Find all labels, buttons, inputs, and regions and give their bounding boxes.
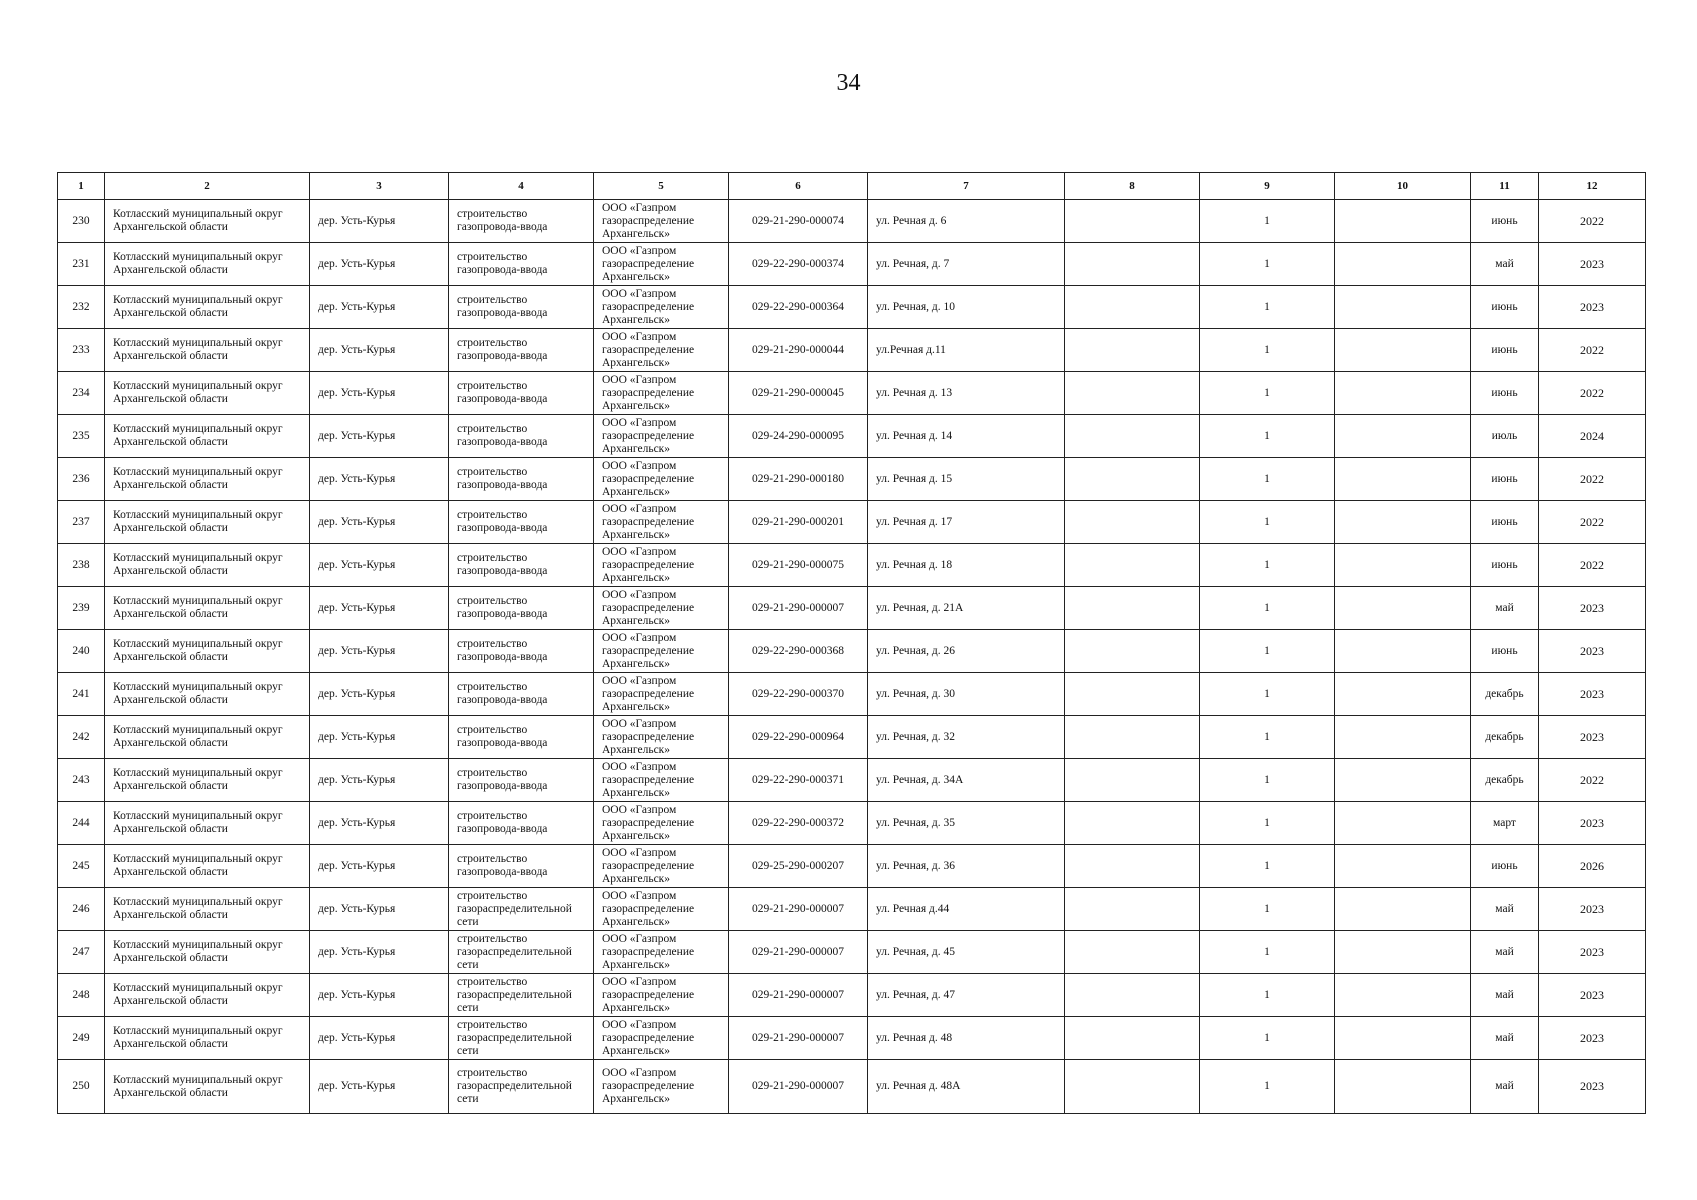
table-row	[58, 458, 1646, 501]
cell-row-number: 237	[58, 501, 105, 544]
table-row	[58, 286, 1646, 329]
cell-registration-number: 029-22-290-000964	[729, 716, 868, 759]
cell-settlement: дер. Усть-Курья	[310, 888, 449, 931]
cell-settlement: дер. Усть-Курья	[310, 329, 449, 372]
cell-organization: ООО «Газпром газораспределение Архангельск»	[594, 372, 729, 415]
cell-month: июль	[1471, 415, 1539, 458]
cell-quantity: 1	[1200, 243, 1335, 286]
cell-column-10	[1335, 888, 1471, 931]
table-row	[58, 974, 1646, 1017]
cell-settlement: дер. Усть-Курья	[310, 415, 449, 458]
cell-quantity: 1	[1200, 673, 1335, 716]
cell-organization: ООО «Газпром газораспределение Архангельск»	[594, 544, 729, 587]
cell-column-8	[1065, 716, 1200, 759]
cell-address: ул. Речная, д. 35	[868, 802, 1065, 845]
cell-column-10	[1335, 1017, 1471, 1060]
cell-quantity: 1	[1200, 845, 1335, 888]
cell-month: май	[1471, 974, 1539, 1017]
table-row	[58, 587, 1646, 630]
cell-municipality: Котласский муниципальный округ Архангельской области	[105, 415, 310, 458]
cell-address: ул. Речная, д. 45	[868, 931, 1065, 974]
cell-registration-number: 029-24-290-000095	[729, 415, 868, 458]
cell-quantity: 1	[1200, 544, 1335, 587]
cell-address: ул. Речная, д. 32	[868, 716, 1065, 759]
cell-organization: ООО «Газпром газораспределение Архангельск»	[594, 673, 729, 716]
cell-year: 2022	[1539, 458, 1646, 501]
cell-municipality: Котласский муниципальный округ Архангельской области	[105, 200, 310, 243]
table-row	[58, 802, 1646, 845]
cell-quantity: 1	[1200, 286, 1335, 329]
cell-row-number: 248	[58, 974, 105, 1017]
header-row	[58, 173, 1646, 200]
cell-settlement: дер. Усть-Курья	[310, 630, 449, 673]
cell-column-8	[1065, 200, 1200, 243]
cell-registration-number: 029-21-290-000007	[729, 931, 868, 974]
cell-year: 2022	[1539, 372, 1646, 415]
cell-column-8	[1065, 630, 1200, 673]
table-row	[58, 415, 1646, 458]
cell-registration-number: 029-22-290-000372	[729, 802, 868, 845]
column-header-9: 9	[1200, 173, 1335, 200]
cell-quantity: 1	[1200, 802, 1335, 845]
cell-quantity: 1	[1200, 501, 1335, 544]
table-row	[58, 673, 1646, 716]
cell-organization: ООО «Газпром газораспределение Архангельск»	[594, 888, 729, 931]
cell-column-10	[1335, 759, 1471, 802]
cell-registration-number: 029-21-290-000045	[729, 372, 868, 415]
cell-year: 2023	[1539, 974, 1646, 1017]
cell-work-type: строительство газопровода-ввода	[449, 802, 594, 845]
cell-municipality: Котласский муниципальный округ Архангельской области	[105, 544, 310, 587]
cell-column-10	[1335, 974, 1471, 1017]
cell-year: 2022	[1539, 759, 1646, 802]
cell-year: 2022	[1539, 200, 1646, 243]
table-body	[58, 200, 1646, 1114]
cell-row-number: 240	[58, 630, 105, 673]
cell-row-number: 230	[58, 200, 105, 243]
cell-address: ул. Речная, д. 26	[868, 630, 1065, 673]
cell-month: июнь	[1471, 372, 1539, 415]
column-header-11: 11	[1471, 173, 1539, 200]
cell-quantity: 1	[1200, 458, 1335, 501]
cell-quantity: 1	[1200, 200, 1335, 243]
table-row	[58, 501, 1646, 544]
cell-month: май	[1471, 243, 1539, 286]
cell-year: 2023	[1539, 1060, 1646, 1114]
cell-column-8	[1065, 974, 1200, 1017]
cell-work-type: строительство газопровода-ввода	[449, 845, 594, 888]
cell-year: 2023	[1539, 802, 1646, 845]
cell-year: 2023	[1539, 716, 1646, 759]
column-header-6: 6	[729, 173, 868, 200]
cell-month: июнь	[1471, 501, 1539, 544]
cell-row-number: 239	[58, 587, 105, 630]
cell-column-8	[1065, 501, 1200, 544]
table-row	[58, 1060, 1646, 1114]
cell-work-type: строительство газопровода-ввода	[449, 544, 594, 587]
cell-month: март	[1471, 802, 1539, 845]
cell-quantity: 1	[1200, 974, 1335, 1017]
column-header-5: 5	[594, 173, 729, 200]
cell-registration-number: 029-22-290-000371	[729, 759, 868, 802]
cell-settlement: дер. Усть-Курья	[310, 200, 449, 243]
cell-month: июнь	[1471, 544, 1539, 587]
cell-year: 2026	[1539, 845, 1646, 888]
cell-quantity: 1	[1200, 888, 1335, 931]
cell-address: ул. Речная д. 48	[868, 1017, 1065, 1060]
cell-month: май	[1471, 587, 1539, 630]
cell-work-type: строительство газопровода-ввода	[449, 759, 594, 802]
cell-municipality: Котласский муниципальный округ Архангельской области	[105, 802, 310, 845]
cell-address: ул. Речная д. 6	[868, 200, 1065, 243]
cell-municipality: Котласский муниципальный округ Архангельской области	[105, 845, 310, 888]
cell-organization: ООО «Газпром газораспределение Архангельск»	[594, 501, 729, 544]
cell-organization: ООО «Газпром газораспределение Архангельск»	[594, 200, 729, 243]
cell-year: 2023	[1539, 888, 1646, 931]
cell-work-type: строительство газораспределительной сети	[449, 1060, 594, 1114]
cell-column-10	[1335, 458, 1471, 501]
cell-address: ул. Речная д. 14	[868, 415, 1065, 458]
cell-column-10	[1335, 845, 1471, 888]
cell-column-10	[1335, 931, 1471, 974]
cell-quantity: 1	[1200, 587, 1335, 630]
cell-organization: ООО «Газпром газораспределение Архангельск»	[594, 1060, 729, 1114]
cell-quantity: 1	[1200, 329, 1335, 372]
cell-registration-number: 029-21-290-000074	[729, 200, 868, 243]
table-row	[58, 888, 1646, 931]
cell-municipality: Котласский муниципальный округ Архангельской области	[105, 1060, 310, 1114]
cell-row-number: 231	[58, 243, 105, 286]
cell-row-number: 238	[58, 544, 105, 587]
cell-settlement: дер. Усть-Курья	[310, 1060, 449, 1114]
cell-work-type: строительство газораспределительной сети	[449, 974, 594, 1017]
cell-work-type: строительство газопровода-ввода	[449, 673, 594, 716]
cell-month: декабрь	[1471, 673, 1539, 716]
cell-organization: ООО «Газпром газораспределение Архангельск»	[594, 587, 729, 630]
table-row	[58, 630, 1646, 673]
register-table	[57, 172, 1646, 1114]
cell-work-type: строительство газораспределительной сети	[449, 1017, 594, 1060]
cell-column-10	[1335, 501, 1471, 544]
cell-year: 2023	[1539, 630, 1646, 673]
table-row	[58, 329, 1646, 372]
cell-registration-number: 029-21-290-000075	[729, 544, 868, 587]
cell-month: июнь	[1471, 286, 1539, 329]
cell-municipality: Котласский муниципальный округ Архангельской области	[105, 458, 310, 501]
cell-row-number: 243	[58, 759, 105, 802]
cell-row-number: 247	[58, 931, 105, 974]
cell-month: май	[1471, 1017, 1539, 1060]
cell-year: 2022	[1539, 544, 1646, 587]
cell-registration-number: 029-21-290-000044	[729, 329, 868, 372]
cell-settlement: дер. Усть-Курья	[310, 286, 449, 329]
cell-column-10	[1335, 286, 1471, 329]
cell-address: ул. Речная д. 48А	[868, 1060, 1065, 1114]
cell-column-8	[1065, 673, 1200, 716]
table-row	[58, 759, 1646, 802]
cell-row-number: 241	[58, 673, 105, 716]
column-header-12: 12	[1539, 173, 1646, 200]
cell-municipality: Котласский муниципальный округ Архангельской области	[105, 286, 310, 329]
table-row	[58, 544, 1646, 587]
column-header-4: 4	[449, 173, 594, 200]
cell-settlement: дер. Усть-Курья	[310, 802, 449, 845]
column-header-3: 3	[310, 173, 449, 200]
table-row	[58, 200, 1646, 243]
cell-column-10	[1335, 544, 1471, 587]
cell-year: 2024	[1539, 415, 1646, 458]
cell-work-type: строительство газопровода-ввода	[449, 329, 594, 372]
cell-organization: ООО «Газпром газораспределение Архангельск»	[594, 415, 729, 458]
cell-registration-number: 029-22-290-000364	[729, 286, 868, 329]
cell-municipality: Котласский муниципальный округ Архангельской области	[105, 501, 310, 544]
cell-quantity: 1	[1200, 630, 1335, 673]
column-header-10: 10	[1335, 173, 1471, 200]
cell-column-8	[1065, 329, 1200, 372]
cell-address: ул. Речная, д. 47	[868, 974, 1065, 1017]
table-row	[58, 931, 1646, 974]
cell-municipality: Котласский муниципальный округ Архангельской области	[105, 243, 310, 286]
cell-work-type: строительство газораспределительной сети	[449, 888, 594, 931]
cell-organization: ООО «Газпром газораспределение Архангельск»	[594, 974, 729, 1017]
cell-year: 2023	[1539, 931, 1646, 974]
cell-settlement: дер. Усть-Курья	[310, 458, 449, 501]
cell-column-10	[1335, 673, 1471, 716]
cell-organization: ООО «Газпром газораспределение Архангельск»	[594, 759, 729, 802]
cell-column-8	[1065, 243, 1200, 286]
cell-column-8	[1065, 931, 1200, 974]
cell-work-type: строительство газопровода-ввода	[449, 458, 594, 501]
cell-row-number: 246	[58, 888, 105, 931]
cell-organization: ООО «Газпром газораспределение Архангельск»	[594, 458, 729, 501]
column-header-1: 1	[58, 173, 105, 200]
cell-column-10	[1335, 630, 1471, 673]
cell-work-type: строительство газопровода-ввода	[449, 415, 594, 458]
cell-work-type: строительство газопровода-ввода	[449, 630, 594, 673]
cell-municipality: Котласский муниципальный округ Архангельской области	[105, 329, 310, 372]
cell-row-number: 242	[58, 716, 105, 759]
cell-work-type: строительство газопровода-ввода	[449, 501, 594, 544]
cell-registration-number: 029-22-290-000368	[729, 630, 868, 673]
cell-row-number: 244	[58, 802, 105, 845]
cell-row-number: 249	[58, 1017, 105, 1060]
cell-address: ул. Речная д. 17	[868, 501, 1065, 544]
table-row	[58, 716, 1646, 759]
cell-settlement: дер. Усть-Курья	[310, 845, 449, 888]
cell-year: 2023	[1539, 286, 1646, 329]
cell-address: ул. Речная, д. 7	[868, 243, 1065, 286]
cell-work-type: строительство газопровода-ввода	[449, 716, 594, 759]
cell-municipality: Котласский муниципальный округ Архангельской области	[105, 974, 310, 1017]
cell-month: декабрь	[1471, 759, 1539, 802]
cell-column-10	[1335, 243, 1471, 286]
cell-work-type: строительство газопровода-ввода	[449, 243, 594, 286]
cell-registration-number: 029-25-290-000207	[729, 845, 868, 888]
cell-organization: ООО «Газпром газораспределение Архангельск»	[594, 802, 729, 845]
cell-organization: ООО «Газпром газораспределение Архангельск»	[594, 931, 729, 974]
cell-address: ул. Речная д.44	[868, 888, 1065, 931]
cell-organization: ООО «Газпром газораспределение Архангельск»	[594, 1017, 729, 1060]
cell-settlement: дер. Усть-Курья	[310, 243, 449, 286]
cell-address: ул. Речная, д. 21А	[868, 587, 1065, 630]
cell-month: июнь	[1471, 329, 1539, 372]
cell-address: ул. Речная д. 15	[868, 458, 1065, 501]
table-row	[58, 243, 1646, 286]
cell-address: ул. Речная, д. 30	[868, 673, 1065, 716]
cell-year: 2022	[1539, 329, 1646, 372]
cell-work-type: строительство газопровода-ввода	[449, 372, 594, 415]
cell-municipality: Котласский муниципальный округ Архангельской области	[105, 888, 310, 931]
cell-column-8	[1065, 372, 1200, 415]
cell-column-8	[1065, 587, 1200, 630]
cell-settlement: дер. Усть-Курья	[310, 501, 449, 544]
cell-column-10	[1335, 329, 1471, 372]
column-header-2: 2	[105, 173, 310, 200]
cell-row-number: 232	[58, 286, 105, 329]
cell-month: июнь	[1471, 845, 1539, 888]
cell-row-number: 235	[58, 415, 105, 458]
cell-quantity: 1	[1200, 1060, 1335, 1114]
cell-organization: ООО «Газпром газораспределение Архангельск»	[594, 630, 729, 673]
cell-municipality: Котласский муниципальный округ Архангельской области	[105, 759, 310, 802]
cell-registration-number: 029-21-290-000180	[729, 458, 868, 501]
cell-column-8	[1065, 458, 1200, 501]
cell-row-number: 250	[58, 1060, 105, 1114]
cell-month: июнь	[1471, 458, 1539, 501]
cell-organization: ООО «Газпром газораспределение Архангельск»	[594, 286, 729, 329]
cell-registration-number: 029-21-290-000007	[729, 888, 868, 931]
cell-quantity: 1	[1200, 1017, 1335, 1060]
cell-column-10	[1335, 200, 1471, 243]
cell-municipality: Котласский муниципальный округ Архангельской области	[105, 630, 310, 673]
cell-address: ул. Речная, д. 10	[868, 286, 1065, 329]
cell-column-8	[1065, 888, 1200, 931]
cell-column-10	[1335, 716, 1471, 759]
cell-address: ул. Речная, д. 36	[868, 845, 1065, 888]
cell-column-10	[1335, 415, 1471, 458]
column-header-7: 7	[868, 173, 1065, 200]
cell-municipality: Котласский муниципальный округ Архангельской области	[105, 587, 310, 630]
cell-municipality: Котласский муниципальный округ Архангельской области	[105, 1017, 310, 1060]
cell-registration-number: 029-21-290-000007	[729, 587, 868, 630]
cell-address: ул.Речная д.11	[868, 329, 1065, 372]
cell-registration-number: 029-21-290-000007	[729, 1017, 868, 1060]
cell-row-number: 234	[58, 372, 105, 415]
cell-year: 2023	[1539, 243, 1646, 286]
cell-registration-number: 029-22-290-000370	[729, 673, 868, 716]
cell-year: 2023	[1539, 587, 1646, 630]
cell-registration-number: 029-21-290-000007	[729, 1060, 868, 1114]
cell-settlement: дер. Усть-Курья	[310, 931, 449, 974]
cell-column-8	[1065, 544, 1200, 587]
cell-column-8	[1065, 286, 1200, 329]
table-row	[58, 1017, 1646, 1060]
cell-address: ул. Речная д. 13	[868, 372, 1065, 415]
cell-settlement: дер. Усть-Курья	[310, 673, 449, 716]
cell-registration-number: 029-21-290-000007	[729, 974, 868, 1017]
cell-settlement: дер. Усть-Курья	[310, 974, 449, 1017]
cell-municipality: Котласский муниципальный округ Архангельской области	[105, 372, 310, 415]
cell-settlement: дер. Усть-Курья	[310, 759, 449, 802]
cell-row-number: 236	[58, 458, 105, 501]
cell-column-8	[1065, 759, 1200, 802]
cell-column-10	[1335, 1060, 1471, 1114]
cell-month: июнь	[1471, 200, 1539, 243]
cell-address: ул. Речная, д. 34А	[868, 759, 1065, 802]
cell-column-10	[1335, 372, 1471, 415]
cell-organization: ООО «Газпром газораспределение Архангельск»	[594, 845, 729, 888]
cell-row-number: 233	[58, 329, 105, 372]
cell-row-number: 245	[58, 845, 105, 888]
cell-column-8	[1065, 1060, 1200, 1114]
cell-settlement: дер. Усть-Курья	[310, 587, 449, 630]
table-row	[58, 372, 1646, 415]
cell-quantity: 1	[1200, 716, 1335, 759]
cell-registration-number: 029-21-290-000201	[729, 501, 868, 544]
cell-settlement: дер. Усть-Курья	[310, 544, 449, 587]
cell-month: июнь	[1471, 630, 1539, 673]
cell-registration-number: 029-22-290-000374	[729, 243, 868, 286]
cell-year: 2022	[1539, 501, 1646, 544]
cell-work-type: строительство газораспределительной сети	[449, 931, 594, 974]
cell-month: май	[1471, 931, 1539, 974]
cell-year: 2023	[1539, 1017, 1646, 1060]
cell-column-8	[1065, 1017, 1200, 1060]
page-number: 34	[836, 70, 861, 96]
cell-settlement: дер. Усть-Курья	[310, 716, 449, 759]
cell-settlement: дер. Усть-Курья	[310, 372, 449, 415]
cell-quantity: 1	[1200, 931, 1335, 974]
cell-month: май	[1471, 888, 1539, 931]
cell-column-8	[1065, 802, 1200, 845]
cell-quantity: 1	[1200, 759, 1335, 802]
cell-municipality: Котласский муниципальный округ Архангельской области	[105, 931, 310, 974]
cell-year: 2023	[1539, 673, 1646, 716]
cell-organization: ООО «Газпром газораспределение Архангельск»	[594, 243, 729, 286]
cell-column-10	[1335, 587, 1471, 630]
cell-organization: ООО «Газпром газораспределение Архангельск»	[594, 329, 729, 372]
cell-work-type: строительство газопровода-ввода	[449, 200, 594, 243]
cell-settlement: дер. Усть-Курья	[310, 1017, 449, 1060]
cell-organization: ООО «Газпром газораспределение Архангельск»	[594, 716, 729, 759]
table-row	[58, 845, 1646, 888]
column-header-8: 8	[1065, 173, 1200, 200]
cell-work-type: строительство газопровода-ввода	[449, 587, 594, 630]
cell-work-type: строительство газопровода-ввода	[449, 286, 594, 329]
cell-address: ул. Речная д. 18	[868, 544, 1065, 587]
cell-quantity: 1	[1200, 372, 1335, 415]
cell-column-10	[1335, 802, 1471, 845]
cell-month: май	[1471, 1060, 1539, 1114]
cell-quantity: 1	[1200, 415, 1335, 458]
cell-municipality: Котласский муниципальный округ Архангельской области	[105, 716, 310, 759]
cell-column-8	[1065, 845, 1200, 888]
cell-municipality: Котласский муниципальный округ Архангельской области	[105, 673, 310, 716]
cell-month: декабрь	[1471, 716, 1539, 759]
cell-column-8	[1065, 415, 1200, 458]
